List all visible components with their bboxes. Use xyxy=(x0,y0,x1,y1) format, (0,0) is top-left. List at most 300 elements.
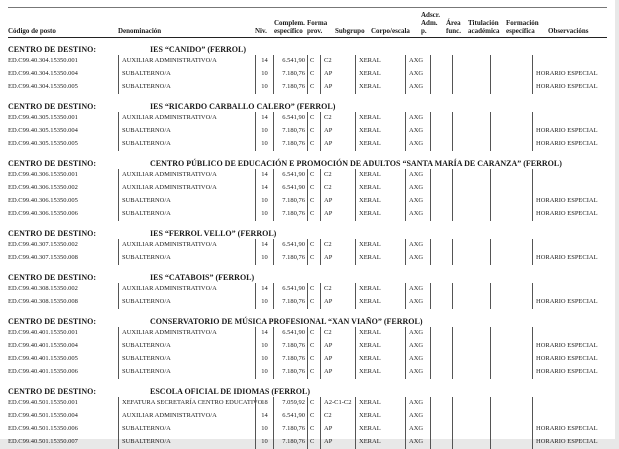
cell-denominacion: AUXILIAR ADMINISTRATIVO/A xyxy=(118,182,255,195)
cell-forma: C xyxy=(307,327,320,340)
cell-observacions: HORARIO ESPECIAL xyxy=(532,423,606,436)
cell-formacion xyxy=(490,353,532,366)
cell-forma: C xyxy=(307,112,320,125)
cell-subgrupo: C2 xyxy=(320,410,355,423)
cell-titulacion xyxy=(452,436,490,449)
cell-adscr: AXG xyxy=(405,296,430,309)
cell-area xyxy=(430,195,452,208)
cell-subgrupo: AP xyxy=(320,340,355,353)
cell-complem: 7.180,76 xyxy=(273,68,307,81)
cell-corpo: XERAL xyxy=(355,208,405,221)
table-header xyxy=(8,7,607,38)
cell-corpo: XERAL xyxy=(355,327,405,340)
col-header-subgrupo: Subgrupo xyxy=(335,27,365,35)
cell-niv: 14 xyxy=(255,169,273,182)
centro-destino-label: CENTRO DE DESTINO: xyxy=(8,273,97,282)
cell-denominacion: SUBALTERNO/A xyxy=(118,252,255,265)
cell-area xyxy=(430,340,452,353)
cell-forma: C xyxy=(307,397,320,410)
cell-observacions: HORARIO ESPECIAL xyxy=(532,68,606,81)
cell-area xyxy=(430,169,452,182)
cell-denominacion: AUXILIAR ADMINISTRATIVO/A xyxy=(118,239,255,252)
cell-complem: 7.180,76 xyxy=(273,138,307,151)
cell-codigo: ED.C99.40.401.15350.001 xyxy=(8,329,78,336)
col-header-titulacion-academica: Titulación académica xyxy=(468,19,500,35)
cell-forma: C xyxy=(307,410,320,423)
cell-titulacion xyxy=(452,410,490,423)
col-header-area-func: Área func. xyxy=(446,19,461,35)
cell-codigo: ED.C99.40.304.15350.001 xyxy=(8,57,78,64)
cell-niv: 10 xyxy=(255,138,273,151)
cell-corpo: XERAL xyxy=(355,283,405,296)
cell-observacions: HORARIO ESPECIAL xyxy=(532,125,606,138)
cell-formacion xyxy=(490,252,532,265)
cell-area xyxy=(430,239,452,252)
centro-destino-name: CENTRO PÚBLICO DE EDUCACIÓN E PROMOCIÓN DE ADULTOS “SANTA MARÍA DE CARANZA” (FERROL) xyxy=(150,159,562,168)
cell-codigo: ED.C99.40.501.15350.006 xyxy=(8,425,78,432)
cell-forma: C xyxy=(307,366,320,379)
cell-codigo: ED.C99.40.307.15350.002 xyxy=(8,241,78,248)
cell-complem: 6.541,90 xyxy=(273,410,307,423)
cell-observacions: HORARIO ESPECIAL xyxy=(532,353,606,366)
cell-formacion xyxy=(490,195,532,208)
cell-forma: C xyxy=(307,55,320,68)
table-row xyxy=(8,340,607,353)
cell-complem: 7.180,76 xyxy=(273,340,307,353)
cell-forma: C xyxy=(307,68,320,81)
cell-observacions: HORARIO ESPECIAL xyxy=(532,138,606,151)
table-row xyxy=(8,423,607,436)
cell-subgrupo: AP xyxy=(320,195,355,208)
cell-denominacion: XEFATURA SECRETARÍA CENTRO EDUCATIVO xyxy=(118,397,255,410)
cell-area xyxy=(430,55,452,68)
centro-destino-name: IES “RICARDO CARBALLO CALERO” (FERROL) xyxy=(150,102,336,111)
cell-adscr: AXG xyxy=(405,423,430,436)
cell-codigo: ED.C99.40.306.15350.002 xyxy=(8,184,78,191)
cell-formacion xyxy=(490,55,532,68)
cell-complem: 7.180,76 xyxy=(273,366,307,379)
cell-complem: 6.541,90 xyxy=(273,239,307,252)
cell-formacion xyxy=(490,182,532,195)
cell-denominacion: SUBALTERNO/A xyxy=(118,366,255,379)
cell-corpo: XERAL xyxy=(355,125,405,138)
cell-titulacion xyxy=(452,283,490,296)
table-row xyxy=(8,112,607,125)
cell-observacions: HORARIO ESPECIAL xyxy=(532,208,606,221)
cell-observacions xyxy=(532,169,606,182)
centro-destino-name: IES “CANIDO” (FERROL) xyxy=(150,45,247,54)
cell-adscr: AXG xyxy=(405,340,430,353)
cell-corpo: XERAL xyxy=(355,239,405,252)
table-row xyxy=(8,195,607,208)
cell-area xyxy=(430,138,452,151)
cell-area xyxy=(430,366,452,379)
section-title xyxy=(8,159,607,168)
centro-section xyxy=(8,317,607,379)
cell-adscr: AXG xyxy=(405,138,430,151)
cell-denominacion: SUBALTERNO/A xyxy=(118,125,255,138)
cell-subgrupo: AP xyxy=(320,208,355,221)
cell-denominacion: SUBALTERNO/A xyxy=(118,81,255,94)
cell-observacions xyxy=(532,55,606,68)
cell-codigo: ED.C99.40.308.15350.002 xyxy=(8,285,78,292)
cell-niv: 14 xyxy=(255,410,273,423)
cell-complem: 6.541,90 xyxy=(273,182,307,195)
cell-formacion xyxy=(490,423,532,436)
cell-observacions xyxy=(532,283,606,296)
cell-adscr: AXG xyxy=(405,252,430,265)
cell-niv: 10 xyxy=(255,296,273,309)
cell-forma: C xyxy=(307,353,320,366)
cell-corpo: XERAL xyxy=(355,423,405,436)
cell-subgrupo: C2 xyxy=(320,55,355,68)
table-row xyxy=(8,436,607,449)
cell-forma: C xyxy=(307,125,320,138)
cell-subgrupo: A2-C1-C2 xyxy=(320,397,355,410)
cell-titulacion xyxy=(452,327,490,340)
cell-observacions: HORARIO ESPECIAL xyxy=(532,340,606,353)
table-row xyxy=(8,397,607,410)
col-header-forma-prov: Forma prov. xyxy=(307,19,328,35)
cell-niv: 14 xyxy=(255,55,273,68)
cell-formacion xyxy=(490,283,532,296)
cell-codigo: ED.C99.40.306.15350.005 xyxy=(8,197,78,204)
cell-subgrupo: AP xyxy=(320,366,355,379)
cell-observacions: HORARIO ESPECIAL xyxy=(532,81,606,94)
cell-formacion xyxy=(490,239,532,252)
cell-niv: 14 xyxy=(255,182,273,195)
cell-subgrupo: AP xyxy=(320,252,355,265)
cell-observacions: HORARIO ESPECIAL xyxy=(532,366,606,379)
cell-area xyxy=(430,81,452,94)
cell-complem: 7.059,92 xyxy=(273,397,307,410)
cell-codigo: ED.C99.40.306.15350.006 xyxy=(8,210,78,217)
centro-section xyxy=(8,229,607,265)
cell-adscr: AXG xyxy=(405,208,430,221)
cell-corpo: XERAL xyxy=(355,436,405,449)
cell-niv: 10 xyxy=(255,125,273,138)
cell-codigo: ED.C99.40.304.15350.004 xyxy=(8,70,78,77)
cell-formacion xyxy=(490,366,532,379)
cell-titulacion xyxy=(452,239,490,252)
cell-subgrupo: AP xyxy=(320,296,355,309)
cell-observacions xyxy=(532,410,606,423)
centro-section xyxy=(8,102,607,151)
cell-complem: 7.180,76 xyxy=(273,125,307,138)
cell-area xyxy=(430,436,452,449)
section-title xyxy=(8,102,607,111)
cell-adscr: AXG xyxy=(405,125,430,138)
cell-subgrupo: AP xyxy=(320,81,355,94)
cell-denominacion: SUBALTERNO/A xyxy=(118,138,255,151)
cell-niv: 18 xyxy=(255,397,273,410)
cell-adscr: AXG xyxy=(405,112,430,125)
cell-titulacion xyxy=(452,340,490,353)
cell-corpo: XERAL xyxy=(355,68,405,81)
cell-niv: 10 xyxy=(255,423,273,436)
cell-adscr: AXG xyxy=(405,239,430,252)
cell-denominacion: SUBALTERNO/A xyxy=(118,353,255,366)
cell-titulacion xyxy=(452,252,490,265)
cell-formacion xyxy=(490,112,532,125)
cell-denominacion: AUXILIAR ADMINISTRATIVO/A xyxy=(118,169,255,182)
cell-subgrupo: C2 xyxy=(320,182,355,195)
cell-formacion xyxy=(490,327,532,340)
cell-niv: 14 xyxy=(255,283,273,296)
cell-corpo: XERAL xyxy=(355,112,405,125)
cell-formacion xyxy=(490,397,532,410)
centro-destino-name: IES “FERROL VELLO” (FERROL) xyxy=(150,229,277,238)
cell-corpo: XERAL xyxy=(355,138,405,151)
cell-denominacion: SUBALTERNO/A xyxy=(118,208,255,221)
cell-adscr: AXG xyxy=(405,436,430,449)
cell-area xyxy=(430,182,452,195)
cell-codigo: ED.C99.40.307.15350.008 xyxy=(8,254,78,261)
cell-niv: 10 xyxy=(255,340,273,353)
table-row xyxy=(8,353,607,366)
cell-forma: C xyxy=(307,169,320,182)
cell-titulacion xyxy=(452,55,490,68)
table-row xyxy=(8,55,607,68)
cell-niv: 10 xyxy=(255,68,273,81)
cell-titulacion xyxy=(452,397,490,410)
cell-adscr: AXG xyxy=(405,366,430,379)
cell-denominacion: AUXILIAR ADMINISTRATIVO/A xyxy=(118,327,255,340)
cell-titulacion xyxy=(452,195,490,208)
cell-subgrupo: AP xyxy=(320,436,355,449)
cell-formacion xyxy=(490,208,532,221)
cell-codigo: ED.C99.40.501.15350.001 xyxy=(8,399,78,406)
cell-adscr: AXG xyxy=(405,55,430,68)
cell-forma: C xyxy=(307,340,320,353)
table-row xyxy=(8,410,607,423)
cell-area xyxy=(430,68,452,81)
cell-niv: 10 xyxy=(255,195,273,208)
section-title xyxy=(8,317,607,326)
cell-forma: C xyxy=(307,436,320,449)
cell-forma: C xyxy=(307,182,320,195)
sections xyxy=(8,45,607,449)
cell-area xyxy=(430,252,452,265)
cell-adscr: AXG xyxy=(405,283,430,296)
cell-corpo: XERAL xyxy=(355,340,405,353)
cell-area xyxy=(430,283,452,296)
cell-denominacion: AUXILIAR ADMINISTRATIVO/A xyxy=(118,410,255,423)
cell-forma: C xyxy=(307,239,320,252)
cell-observacions xyxy=(532,112,606,125)
table-row xyxy=(8,182,607,195)
cell-area xyxy=(430,112,452,125)
cell-adscr: AXG xyxy=(405,397,430,410)
cell-codigo: ED.C99.40.401.15350.006 xyxy=(8,368,78,375)
cell-codigo: ED.C99.40.501.15350.004 xyxy=(8,412,78,419)
cell-formacion xyxy=(490,436,532,449)
cell-titulacion xyxy=(452,182,490,195)
centro-destino-label: CENTRO DE DESTINO: xyxy=(8,229,97,238)
cell-denominacion: AUXILIAR ADMINISTRATIVO/A xyxy=(118,55,255,68)
cell-formacion xyxy=(490,169,532,182)
section-title xyxy=(8,273,607,282)
cell-subgrupo: C2 xyxy=(320,112,355,125)
cell-titulacion xyxy=(452,296,490,309)
table-row xyxy=(8,169,607,182)
cell-formacion xyxy=(490,410,532,423)
cell-observacions xyxy=(532,327,606,340)
cell-observacions: HORARIO ESPECIAL xyxy=(532,436,606,449)
cell-denominacion: AUXILIAR ADMINISTRATIVO/A xyxy=(118,283,255,296)
cell-complem: 6.541,90 xyxy=(273,169,307,182)
centro-section xyxy=(8,159,607,221)
col-header-observacions: Observacións xyxy=(548,27,589,35)
cell-observacions: HORARIO ESPECIAL xyxy=(532,296,606,309)
section-title xyxy=(8,45,607,54)
section-title xyxy=(8,387,607,396)
cell-subgrupo: C2 xyxy=(320,239,355,252)
cell-adscr: AXG xyxy=(405,410,430,423)
centro-section xyxy=(8,45,607,94)
cell-corpo: XERAL xyxy=(355,182,405,195)
cell-corpo: XERAL xyxy=(355,252,405,265)
centro-section xyxy=(8,273,607,309)
table-row xyxy=(8,81,607,94)
cell-corpo: XERAL xyxy=(355,296,405,309)
cell-niv: 10 xyxy=(255,436,273,449)
cell-codigo: ED.C99.40.306.15350.001 xyxy=(8,171,78,178)
cell-codigo: ED.C99.40.305.15350.005 xyxy=(8,140,78,147)
table-row xyxy=(8,138,607,151)
cell-codigo: ED.C99.40.501.15350.007 xyxy=(8,438,78,445)
cell-complem: 7.180,76 xyxy=(273,81,307,94)
centro-destino-name: ESCOLA OFICIAL DE IDIOMAS (FERROL) xyxy=(150,387,311,396)
cell-titulacion xyxy=(452,125,490,138)
table-row xyxy=(8,296,607,309)
cell-denominacion: SUBALTERNO/A xyxy=(118,68,255,81)
cell-corpo: XERAL xyxy=(355,410,405,423)
cell-subgrupo: AP xyxy=(320,125,355,138)
cell-corpo: XERAL xyxy=(355,55,405,68)
cell-observacions: HORARIO ESPECIAL xyxy=(532,195,606,208)
cell-complem: 6.541,90 xyxy=(273,55,307,68)
cell-adscr: AXG xyxy=(405,169,430,182)
col-header-formacion-especifica: Formación específica xyxy=(506,19,539,35)
cell-observacions: HORARIO ESPECIAL xyxy=(532,252,606,265)
cell-niv: 10 xyxy=(255,81,273,94)
cell-niv: 10 xyxy=(255,208,273,221)
cell-adscr: AXG xyxy=(405,81,430,94)
cell-denominacion: SUBALTERNO/A xyxy=(118,296,255,309)
cell-adscr: AXG xyxy=(405,327,430,340)
cell-titulacion xyxy=(452,68,490,81)
cell-codigo: ED.C99.40.304.15350.005 xyxy=(8,83,78,90)
table-row xyxy=(8,283,607,296)
centro-destino-name: IES “CATABOIS” (FERROL) xyxy=(150,273,255,282)
cell-denominacion: SUBALTERNO/A xyxy=(118,195,255,208)
cell-formacion xyxy=(490,125,532,138)
cell-complem: 6.541,90 xyxy=(273,283,307,296)
centro-destino-label: CENTRO DE DESTINO: xyxy=(8,317,97,326)
cell-formacion xyxy=(490,296,532,309)
cell-niv: 14 xyxy=(255,112,273,125)
col-header-niv: Niv. xyxy=(255,27,267,35)
cell-niv: 10 xyxy=(255,252,273,265)
cell-formacion xyxy=(490,81,532,94)
cell-forma: C xyxy=(307,81,320,94)
cell-adscr: AXG xyxy=(405,195,430,208)
cell-codigo: ED.C99.40.401.15350.005 xyxy=(8,355,78,362)
cell-area xyxy=(430,423,452,436)
cell-subgrupo: AP xyxy=(320,68,355,81)
cell-subgrupo: C2 xyxy=(320,169,355,182)
cell-complem: 7.180,76 xyxy=(273,252,307,265)
cell-corpo: XERAL xyxy=(355,195,405,208)
cell-area xyxy=(430,353,452,366)
col-header-corpo-escala: Corpo/escala xyxy=(371,27,410,35)
cell-area xyxy=(430,327,452,340)
cell-titulacion xyxy=(452,138,490,151)
cell-adscr: AXG xyxy=(405,68,430,81)
cell-observacions xyxy=(532,239,606,252)
cell-area xyxy=(430,410,452,423)
cell-niv: 14 xyxy=(255,239,273,252)
col-header-adscr-adm-p: Adscr. Adm. p. xyxy=(421,11,440,35)
table-row xyxy=(8,252,607,265)
table-row xyxy=(8,68,607,81)
cell-corpo: XERAL xyxy=(355,81,405,94)
cell-codigo: ED.C99.40.305.15350.004 xyxy=(8,127,78,134)
cell-codigo: ED.C99.40.308.15350.008 xyxy=(8,298,78,305)
table-row xyxy=(8,208,607,221)
cell-titulacion xyxy=(452,112,490,125)
cell-denominacion: AUXILIAR ADMINISTRATIVO/A xyxy=(118,112,255,125)
cell-codigo: ED.C99.40.305.15350.001 xyxy=(8,114,78,121)
centro-section xyxy=(8,387,607,449)
cell-complem: 7.180,76 xyxy=(273,195,307,208)
cell-codigo: ED.C99.40.401.15350.004 xyxy=(8,342,78,349)
col-header-denominacion: Denominación xyxy=(118,27,162,35)
cell-corpo: XERAL xyxy=(355,397,405,410)
cell-denominacion: SUBALTERNO/A xyxy=(118,340,255,353)
cell-titulacion xyxy=(452,208,490,221)
cell-complem: 6.541,90 xyxy=(273,112,307,125)
cell-formacion xyxy=(490,340,532,353)
cell-complem: 7.180,76 xyxy=(273,423,307,436)
cell-formacion xyxy=(490,68,532,81)
centro-destino-label: CENTRO DE DESTINO: xyxy=(8,387,97,396)
cell-forma: C xyxy=(307,195,320,208)
cell-titulacion xyxy=(452,169,490,182)
cell-complem: 7.180,76 xyxy=(273,353,307,366)
cell-subgrupo: AP xyxy=(320,138,355,151)
cell-corpo: XERAL xyxy=(355,169,405,182)
centro-destino-name: CONSERVATORIO DE MÚSICA PROFESIONAL “XAN VIAÑO” (FERROL) xyxy=(150,317,423,326)
centro-destino-label: CENTRO DE DESTINO: xyxy=(8,45,97,54)
col-header-codigo: Código de posto xyxy=(8,27,56,35)
centro-destino-label: CENTRO DE DESTINO: xyxy=(8,159,97,168)
cell-area xyxy=(430,397,452,410)
cell-area xyxy=(430,208,452,221)
table-row xyxy=(8,125,607,138)
cell-corpo: XERAL xyxy=(355,366,405,379)
centro-destino-label: CENTRO DE DESTINO: xyxy=(8,102,97,111)
cell-forma: C xyxy=(307,423,320,436)
cell-denominacion: SUBALTERNO/A xyxy=(118,436,255,449)
cell-forma: C xyxy=(307,283,320,296)
cell-area xyxy=(430,296,452,309)
cell-niv: 10 xyxy=(255,353,273,366)
cell-niv: 10 xyxy=(255,366,273,379)
table-row xyxy=(8,239,607,252)
cell-niv: 14 xyxy=(255,327,273,340)
